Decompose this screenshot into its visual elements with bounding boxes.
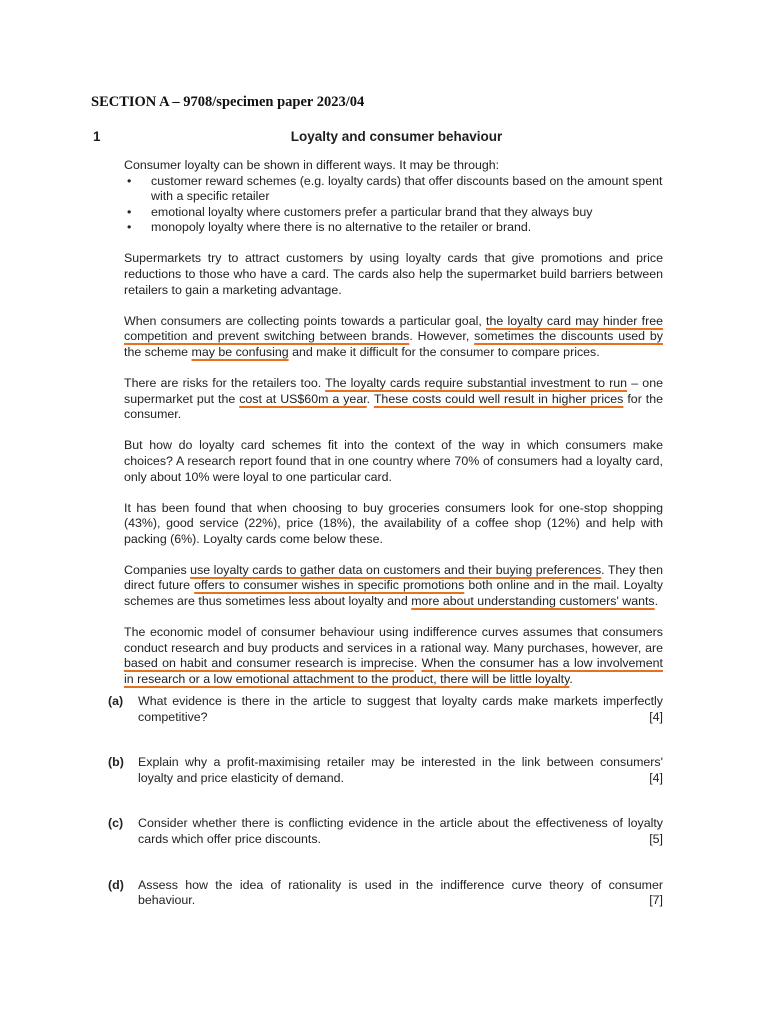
- highlighted-text: use loyalty cards to gather data on customers and their buying preferences: [190, 562, 602, 577]
- paragraph-supermarkets: Supermarkets try to attract customers by using loyalty cards that give promotions and price reductions to those who have a card. The cards also help the supermarket build barriers between retailers to gain a marketing advantage.: [124, 251, 663, 297]
- question-part-d: [108, 878, 663, 909]
- question-part-b: [108, 755, 663, 786]
- part-text: What evidence is there in the article to suggest that loyalty cards make markets imperfectly competitive?: [138, 694, 663, 724]
- question-parts: [108, 694, 663, 939]
- highlighted-text: may be confusing: [191, 344, 289, 359]
- paragraph-data-gathering: Companies use loyalty cards to gather data on customers and their buying preferences. They then direct future offers to consumer wishes in specific promotions both online and in the mail. Loyalty schemes are thus sometimes less about loyalty and more about understanding customers' wants.: [124, 562, 663, 609]
- part-text: Assess how the idea of rationality is used in the indifference curve theory of consumer behaviour.: [138, 877, 663, 908]
- question-part-c: [108, 816, 663, 847]
- paragraph-research-report: But how do loyalty card schemes fit into the context of the way in which consumers make choices? A research report found that in one country where 70% of consumers had a loyalty card, only about 10% were loyal to one particular card.: [124, 438, 663, 484]
- part-label: (b): [108, 755, 124, 770]
- bullet-icon: •: [127, 173, 132, 188]
- part-marks: [4]: [649, 709, 663, 724]
- highlighted-text: the loyalty card may hinder free competition and prevent switching between brands: [124, 313, 663, 344]
- paragraph-collecting-points: When consumers are collecting points towards a particular goal, the loyalty card may hinder free competition and prevent switching between brands. However, sometimes the discounts used by the scheme may be confusing and make it difficult for the consumer to compare prices.: [124, 313, 664, 359]
- bullet-icon: •: [127, 220, 132, 235]
- section-title: SECTION A – 9708/specimen paper 2023/04: [91, 94, 365, 110]
- highlighted-text: cost at US$60m a year: [239, 391, 367, 406]
- bullet-item: • emotional loyalty where customers prefer a particular brand that they always buy: [127, 204, 593, 219]
- part-marks: [5]: [649, 831, 663, 846]
- highlighted-text: These costs could well result in higher prices: [373, 391, 624, 406]
- bullet-item: • customer reward schemes (e.g. loyalty cards) that offer discounts based on the amount spent with a specific retailer: [127, 173, 663, 204]
- question-number: 1: [93, 129, 101, 144]
- highlighted-text: based on habit and consumer research is imprecise: [124, 656, 414, 671]
- highlighted-text: offers to consumer wishes in specific promotions: [194, 578, 465, 593]
- question-title: Loyalty and consumer behaviour: [290, 129, 503, 144]
- part-text: Explain why a profit-maximising retailer may be interested in the link between consumers' loyalty and price elasticity of demand.: [138, 755, 663, 785]
- paragraph-retailer-risks: There are risks for the retailers too. The loyalty cards require substantial investment to run – one supermarket put the cost at US$60m a year. These costs could well result in higher prices for the consumer.: [124, 376, 664, 422]
- intro-text: Consumer loyalty can be shown in different ways. It may be through:: [124, 158, 500, 172]
- part-label: (c): [108, 816, 124, 831]
- article-body: [124, 158, 663, 703]
- part-label: (a): [108, 694, 124, 708]
- part-marks: [4]: [649, 770, 663, 785]
- part-text: Consider whether there is conflicting evidence in the article about the effectiveness of loyalty cards which offer price discounts.: [138, 816, 663, 846]
- paragraph-economic-model: The economic model of consumer behaviour using indifference curves assumes that consumers conduct research and buy products and services in a rational way. Many purchases, however, are based on habit and consumer research is imprecise. When the consumer has a low involvement in research or a low emotional attachment to the product, there will be little loyalty.: [124, 625, 663, 686]
- bullet-icon: •: [127, 204, 132, 219]
- bullet-item: • monopoly loyalty where there is no alternative to the retailer or brand.: [127, 220, 532, 235]
- part-marks: [7]: [649, 893, 663, 908]
- highlighted-text: sometimes the discounts used by: [474, 329, 664, 344]
- highlighted-text: more about understanding customers' wants: [411, 594, 655, 609]
- highlighted-text: When the consumer has a low involvement in research or a low emotional attachment to the product, there will be little loyalty: [124, 656, 663, 686]
- part-label: (d): [108, 877, 124, 892]
- question-part-a: [108, 694, 663, 725]
- bullet-list: [124, 174, 663, 236]
- paragraph-groceries: It has been found that when choosing to buy groceries consumers look for one-stop shopping (43%), good service (22%), price (18%), the availability of a coffee shop (12%) and help with packing (6%). Loyalty cards come below these.: [124, 500, 663, 546]
- highlighted-text: The loyalty cards require substantial investment to run: [325, 376, 628, 391]
